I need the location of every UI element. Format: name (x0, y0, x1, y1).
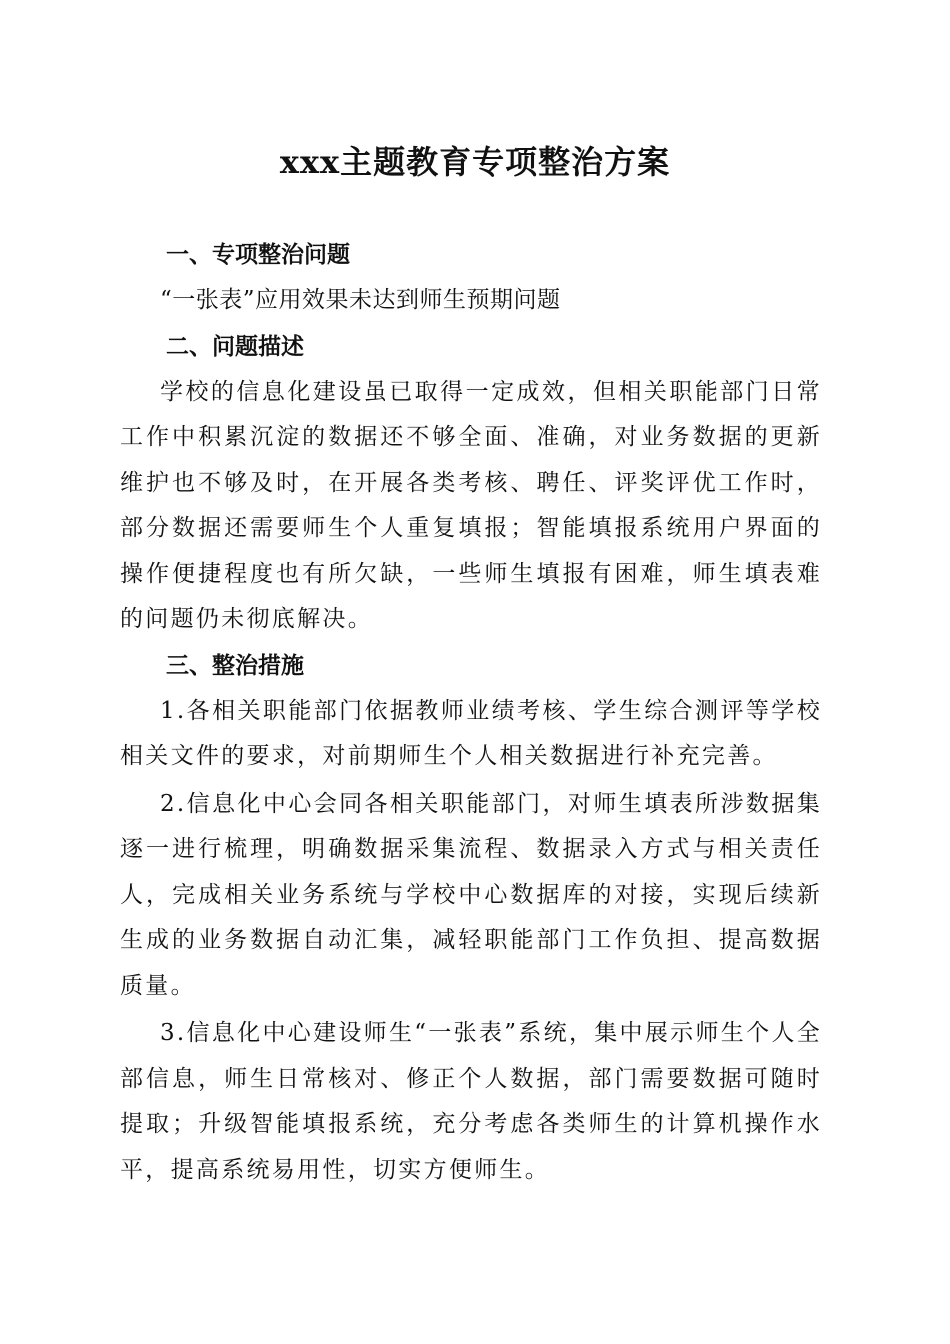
section-paragraph: 学校的信息化建设虽已取得一定成效，但相关职能部门日常工作中积累沉淀的数据还不够全面、准确，对业务数据的更新维护也不够及时，在开展各类考核、聘任、评奖评优工作时，部分数据还需要师生个人重复填报；智能填报系统用户界面的操作便捷程度也有所欠缺，一些师生填报有困难，师生填表难的问题仍未彻底解决。 (120, 378, 822, 632)
section-heading: 二、问题描述 (166, 333, 304, 360)
section-description (120, 324, 822, 643)
section-heading: 三、整治措施 (166, 652, 304, 679)
section-issue (120, 232, 822, 324)
section-paragraph: “一张表”应用效果未达到师生预期问题 (160, 287, 561, 313)
section-heading: 一、专项整治问题 (166, 242, 350, 268)
measure-item-3: 3.信息化中心建设师生“一张表”系统，集中展示师生个人全部信息，师生日常核对、修正个人数据，部门需要数据可随时提取；升级智能填报系统，充分考虑各类师生的计算机操作水平，提高系统易用性，切实方便师生。 (120, 1020, 822, 1183)
document-body (120, 232, 822, 1195)
section-measures (120, 643, 822, 1194)
measure-item-2: 2.信息化中心会同各相关职能部门，对师生填表所涉数据集逐一进行梳理，明确数据采集流程、数据录入方式与相关责任人，完成相关业务系统与学校中心数据库的对接，实现后续新生成的业务数据自动汇集，减轻职能部门工作负担、提高数据质量。 (120, 790, 822, 999)
measure-item-1: 1.各相关职能部门依据教师业绩考核、学生综合测评等学校相关文件的要求，对前期师生个人相关数据进行补充完善。 (120, 697, 822, 769)
document-title: xxx主题教育专项整治方案 (279, 143, 671, 181)
